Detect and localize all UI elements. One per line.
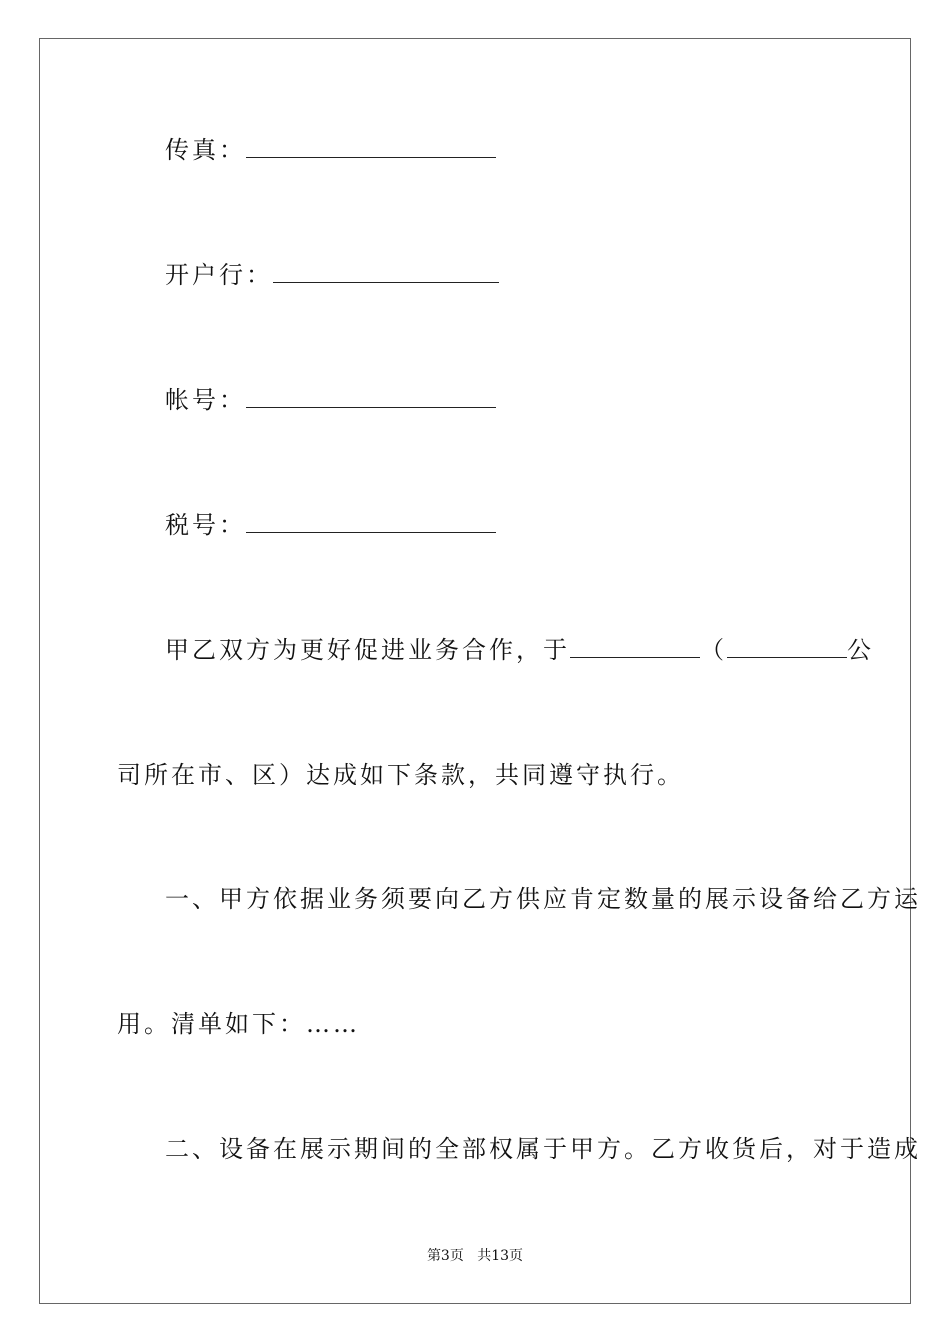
p1-text-a: 甲乙双方为更好促进业务合作，于 [165,636,570,664]
p1-text-b: （ [700,636,727,664]
account-label: 帐号： [165,386,246,414]
page-footer [0,1246,950,1266]
p1-text-c: 公 [847,636,874,664]
account-field [165,385,496,415]
tax-label: 税号： [165,511,246,539]
bank-label: 开户行： [165,261,273,289]
fax-label: 传真： [165,136,246,164]
paragraph1-line1 [165,635,874,665]
page-number: 第3页 [426,1248,464,1264]
bank-field [165,260,499,290]
page-total: 共13页 [477,1248,524,1264]
fax-blank[interactable] [246,139,496,158]
fax-field [165,135,496,165]
account-blank[interactable] [246,389,496,408]
paragraph2-line2: 用。清单如下：…… [117,1010,360,1038]
page-border [39,38,911,1304]
tax-blank[interactable] [246,514,496,533]
paragraph1-line2: 司所在市、区）达成如下条款，共同遵守执行。 [117,761,684,789]
date-blank[interactable] [570,639,700,658]
location-blank[interactable] [727,639,847,658]
paragraph3-line1: 二、设备在展示期间的全部权属于甲方。乙方收货后，对于造成 [165,1135,921,1163]
bank-blank[interactable] [273,264,499,283]
paragraph2-line1: 一、甲方依据业务须要向乙方供应肯定数量的展示设备给乙方运 [165,885,921,913]
tax-field [165,510,496,540]
